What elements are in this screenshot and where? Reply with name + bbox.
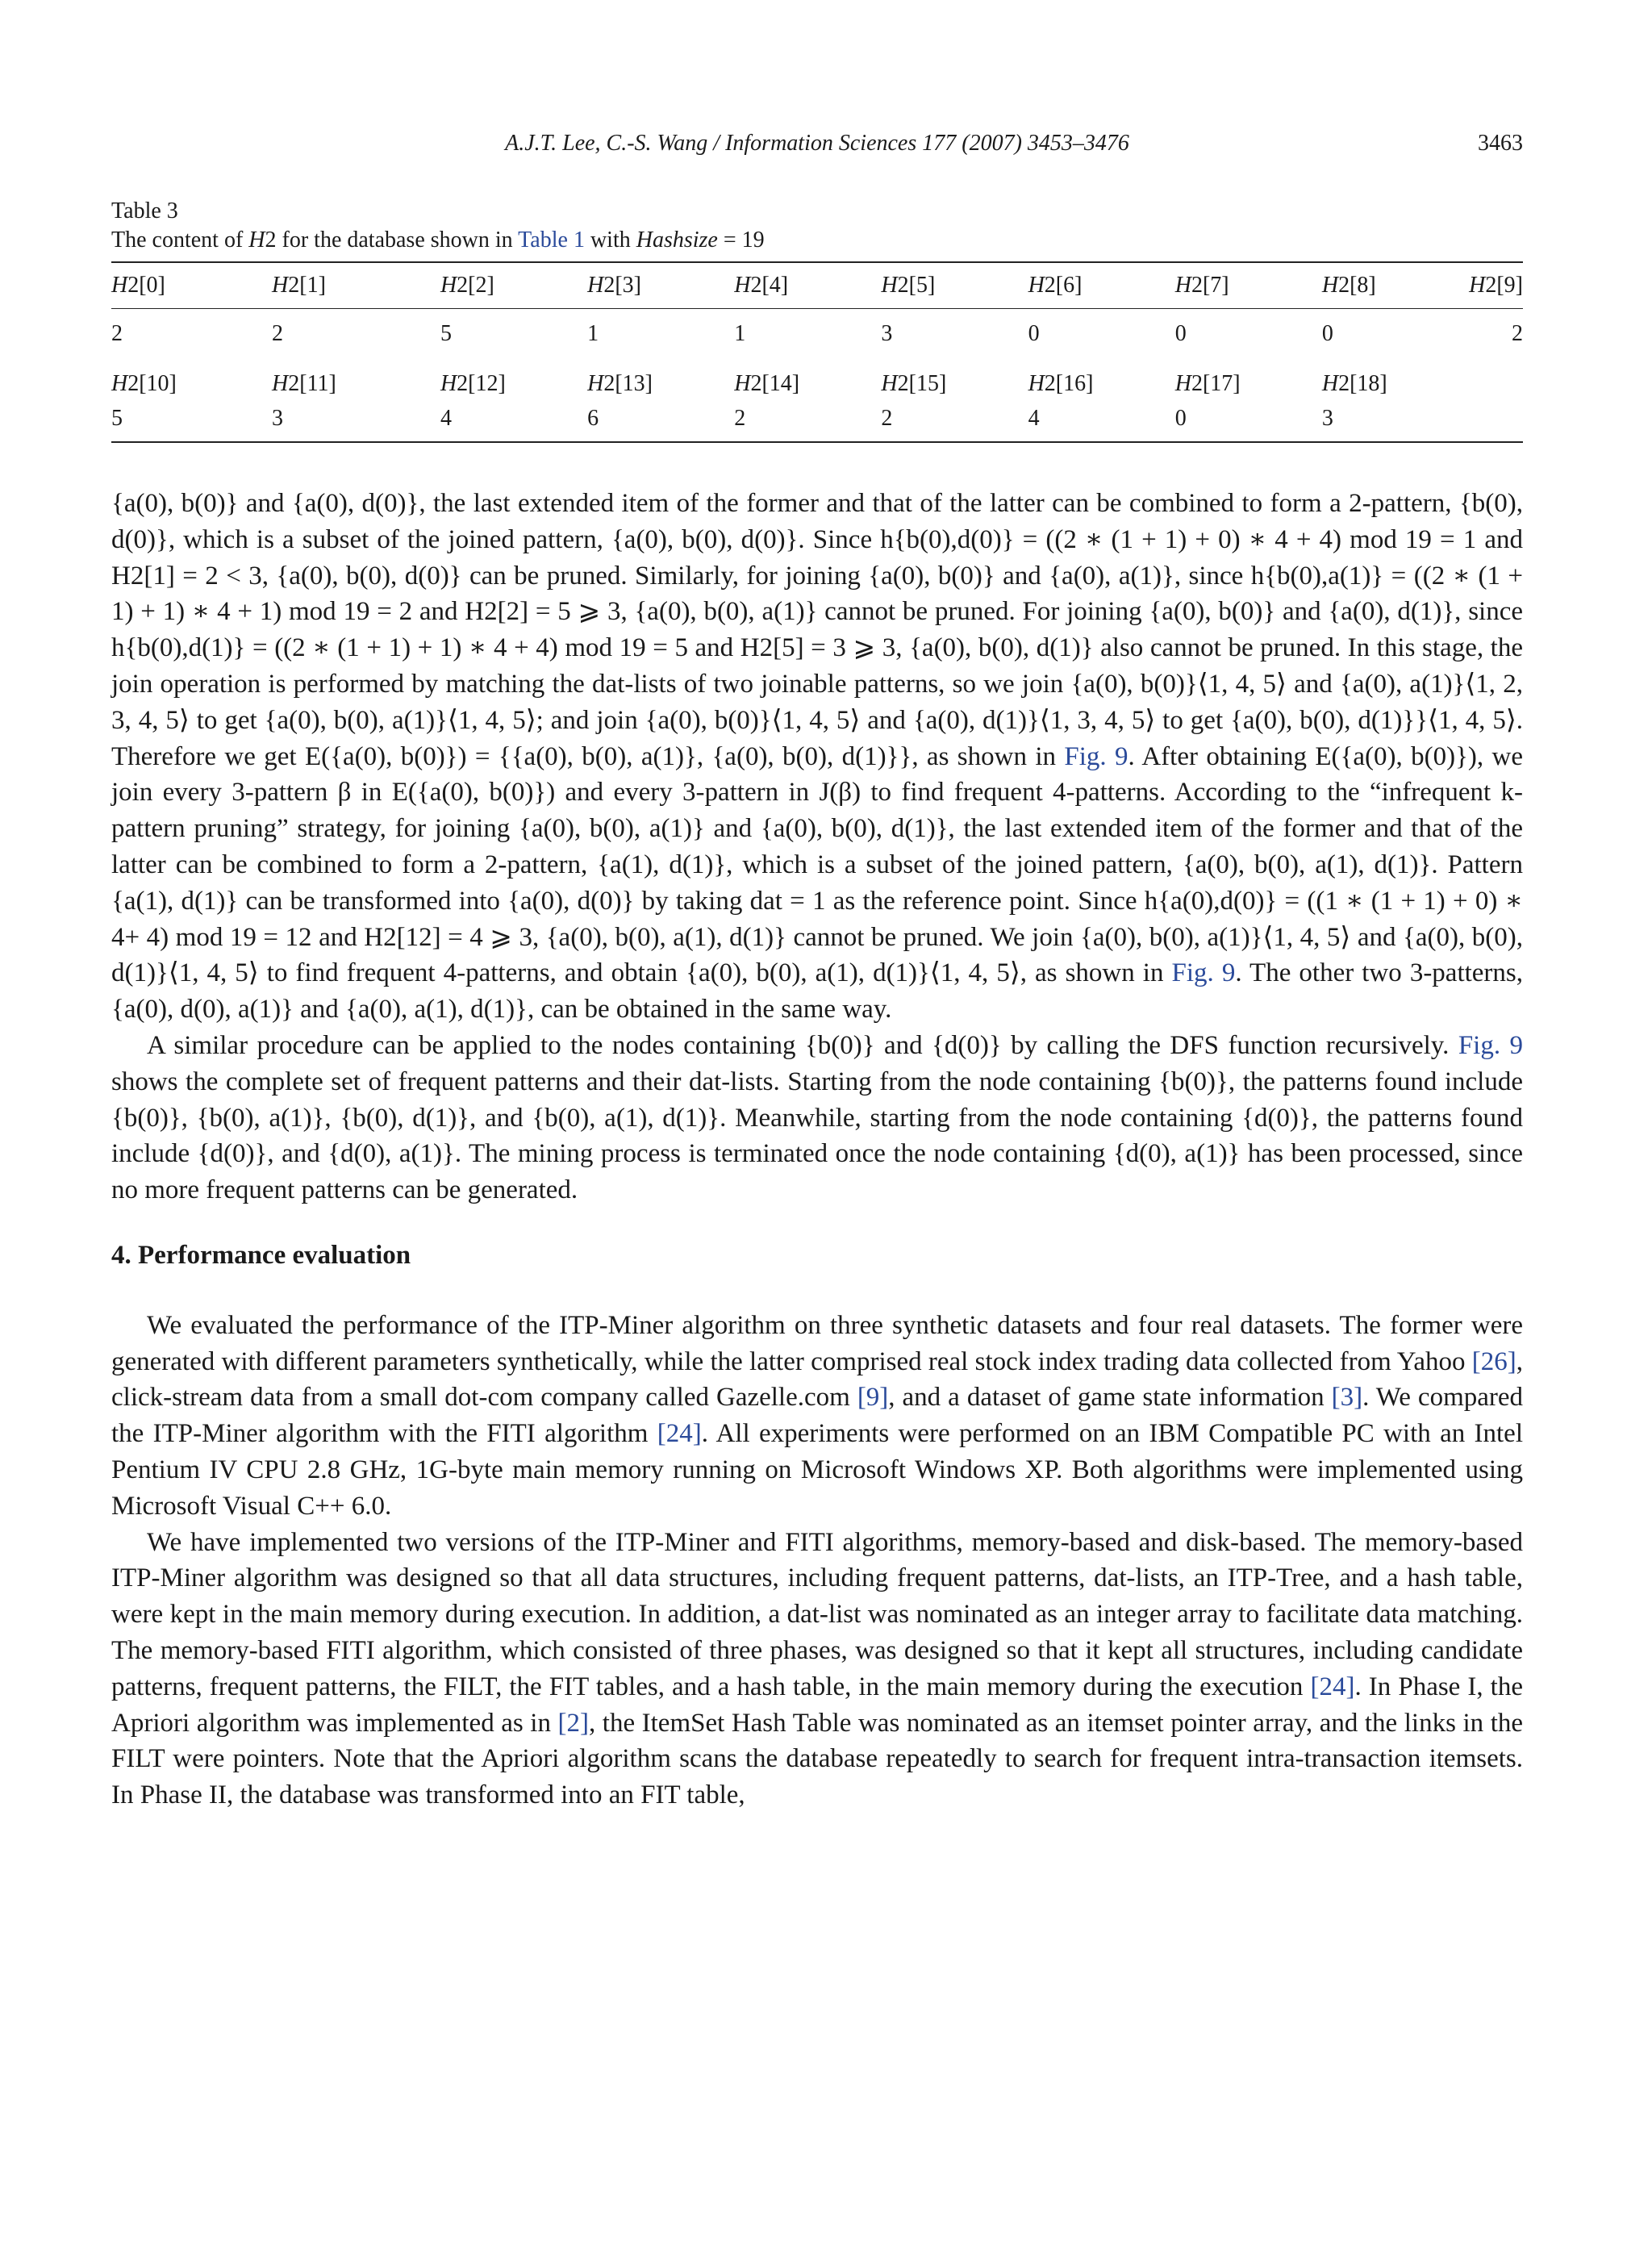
table-header-cell: H2[1] (272, 262, 440, 309)
table-header-cell: H2[8] (1322, 262, 1469, 309)
h2-table (111, 261, 1523, 443)
table-header-cell: H2[12] (440, 371, 506, 396)
table-header-cell: H2[18] (1321, 371, 1387, 396)
table-cell: 2 (111, 321, 123, 346)
table-cell: 2 (734, 401, 881, 442)
table-caption-text: The content of H2 for the database shown in Table 1 with Hashsize = 19 (111, 227, 765, 253)
table-header-cell: H2[3] (587, 262, 734, 309)
table-cell: 3 (881, 321, 893, 346)
table-header-cell: H2[5] (881, 262, 1028, 309)
paragraph: A similar procedure can be applied to the nodes containing {b(0)} and {d(0)} by calling the DFS function recursively. Fig. 9 shows the complete set of frequent patterns and their dat-lists. Starting from the node containing {b(0)}, the patterns found include {b(0)}, {b(0), a(1)}, {b(0), d(1)}, and {b(0), a(1), d(1)}. Meanwhile, starting from the node containing {d(0)}, the patterns found include {d(0)}, and {d(0), a(1)}. The mining process is terminated once the node containing {d(0), a(1)} has been processed, since no more frequent patterns can be generated. (111, 1030, 1523, 1205)
table-header-cell: H2[10] (111, 371, 177, 396)
table-cell: 3 (1322, 401, 1469, 442)
table-cell: 2 (272, 321, 284, 346)
table-cell: 0 (1321, 321, 1333, 346)
table-label: Table 3 (111, 198, 178, 223)
table-1-link[interactable]: Table 1 (518, 227, 585, 253)
table-header-cell: H2[2] (440, 262, 587, 309)
running-title: A.J.T. Lee, C.-S. Wang / Information Sciences 177 (2007) 3453–3476 (505, 131, 1129, 156)
table-cell: 5 (111, 401, 272, 442)
table-cell: 4 (1028, 401, 1175, 442)
fig-9-link[interactable]: Fig. 9 (1171, 958, 1236, 988)
table-header-cell: H2[13] (587, 371, 653, 396)
ref-24-link[interactable]: [24] (1310, 1672, 1355, 1701)
table-header-cell: H2[11] (272, 371, 336, 396)
table-header-row (111, 262, 1523, 309)
table-header-cell: H2[14] (734, 371, 800, 396)
table-row (111, 309, 1523, 360)
table-header-cell: H2[0] (111, 262, 272, 309)
ref-9-link[interactable]: [9] (857, 1383, 889, 1413)
ref-26-link[interactable]: [26] (1471, 1346, 1516, 1376)
table-header-cell (1469, 359, 1523, 401)
table-caption (111, 197, 1523, 255)
table-row (111, 401, 1523, 442)
table-cell (1469, 401, 1523, 442)
table-cell: 2 (1512, 321, 1523, 346)
table-header-cell: H2[16] (1028, 371, 1094, 396)
table-header-cell: H2[4] (734, 262, 881, 309)
body-text (111, 486, 1523, 1814)
table-cell: 6 (587, 401, 734, 442)
table-cell: 2 (881, 401, 1028, 442)
table-cell: 0 (1028, 321, 1040, 346)
table-cell: 1 (587, 321, 599, 346)
paragraph: We have implemented two versions of the ITP-Miner and FITI algorithms, memory-based and disk-based. The memory-based ITP-Miner algorithm was designed so that all data structures, including frequent patterns, dat-lists, an ITP-Tree, and a hash table, were kept in the main memory during execution. In addition, a dat-list was nominated as an integer array to facilitate data matching. The memory-based FITI algorithm, which consisted of three phases, was designed so that it kept all structures, including candidate patterns, frequent patterns, the FILT, the FIT tables, and a hash table, in the main memory during the execution [24]. In Phase I, the Apriori algorithm was implemented as in [2], the ItemSet Hash Table was nominated as an itemset pointer array, and the links in the FILT were pointers. Note that the Apriori algorithm scans the database repeatedly to search for frequent intra-transaction itemsets. In Phase II, the database was transformed into an FIT table, (111, 1527, 1524, 1810)
ref-2-link[interactable]: [2] (557, 1708, 589, 1738)
table-header-cell: H2[15] (881, 371, 947, 396)
ref-3-link[interactable]: [3] (1331, 1383, 1363, 1413)
paragraph: {a(0), b(0)} and {a(0), d(0)}, the last extended item of the former and that of the latter can be combined to form a 2-pattern, {b(0), d(0)}, which is a subset of the joined pattern, {a(0), b(0), d(0)}. Since h{b(0),d(0)} = ((2 ∗ (1 + 1) + 0) ∗ 4 + 4) mod 19 = 1 and H2[1] = 2 < 3, {a(0), b(0), d(0)} can be pruned. Similarly, for joining {a(0), b(0)} and {a(0), a(1)}, since h{b(0),a(1)} = ((2 ∗ (1 + 1) + 1) ∗ 4 + 1) mod 19 = 2 and H2[2] = 5 ⩾ 3, {a(0), b(0), a(1)} cannot be pruned. For joining {a(0), b(0)} and {a(0), d(1)}, since h{b(0),d(1)} = ((2 ∗ (1 + 1) + 1) ∗ 4 + 4) mod 19 = 5 and H2[5] = 3 ⩾ 3, {a(0), b(0), d(1)} also cannot be pruned. In this stage, the join operation is performed by matching the dat-lists of two joinable patterns, so we join {a(0), b(0)}⟨1, 4, 5⟩ and {a(0), a(1)}⟨1, 2, 3, 4, 5⟩ to get {a(0), b(0), a(1)}⟨1, 4, 5⟩; and join {a(0), b(0)}⟨1, 4, 5⟩ and {a(0), d(1)}⟨1, 3, 4, 5⟩ to get {a(0), b(0), d(1)}}⟨1, 4, 5⟩. Therefore we get E({a(0), b(0)}) = {{a(0), b(0), a(1)}, {a(0), b(0), d(1)}}, as shown in Fig. 9. After obtaining E({a(0), b(0)}), we join every 3-pattern β in E({a(0), b(0)}) and every 3-pattern in J(β) to find frequent 4-patterns. According to the “infrequent k-pattern pruning” strategy, for joining {a(0), b(0), a(1)} and {a(0), b(0), d(1)}, the last extended item of the former and that of the latter can be combined to form a 2-pattern, {a(1), d(1)}, which is a subset of the joined pattern, {a(0), b(0), a(1), d(1)}. Pattern {a(1), d(1)} can be transformed into {a(0), d(0)} by taking dat = 1 as the reference point. Since h{a(0),d(0)} = ((1 ∗ (1 + 1) + 0) ∗ 4+ 4) mod 19 = 12 and H2[12] = 4 ⩾ 3, {a(0), b(0), a(1), d(1)} cannot be pruned. We join {a(0), b(0), a(1)}⟨1, 4, 5⟩ and {a(0), b(0), d(1)}⟨1, 4, 5⟩ to find frequent 4-patterns, and obtain {a(0), b(0), a(1), d(1)}⟨1, 4, 5⟩, as shown in Fig. 9. The other two 3-patterns, {a(0), d(0), a(1)} and {a(0), a(1), d(1)}, can be obtained in the same way. (111, 489, 1524, 1025)
table-header-cell: H2[17] (1174, 371, 1241, 396)
table-cell: 0 (1174, 321, 1187, 346)
fig-9-link[interactable]: Fig. 9 (1458, 1030, 1523, 1060)
table-cell: 3 (272, 401, 440, 442)
table-row (111, 359, 1523, 401)
table-cell: 0 (1175, 401, 1322, 442)
table-cell: 4 (440, 401, 587, 442)
table-header-cell: H2[9] (1469, 262, 1523, 309)
table-cell: 5 (440, 321, 452, 346)
table-header-cell: H2[7] (1175, 262, 1322, 309)
section-heading: 4. Performance evaluation (111, 1240, 411, 1270)
table-cell: 1 (734, 321, 746, 346)
running-head (111, 131, 1523, 163)
page-number: 3463 (1478, 131, 1523, 156)
paragraph: We evaluated the performance of the ITP-Miner algorithm on three synthetic datasets and four real datasets. The former were generated with different parameters synthetically, while the latter comprised real stock index trading data collected from Yahoo [26], click-stream data from a small dot-com company called Gazelle.com [9], and a dataset of game state information [3]. We compared the ITP-Miner algorithm with the FITI algorithm [24]. All experiments were performed on an IBM Compatible PC with an Intel Pentium IV CPU 2.8 GHz, 1G-byte main memory running on Microsoft Windows XP. Both algorithms were implemented using Microsoft Visual C++ 6.0. (111, 1310, 1524, 1521)
ref-24-link[interactable]: [24] (657, 1419, 702, 1449)
fig-9-link[interactable]: Fig. 9 (1064, 741, 1128, 771)
table-header-cell: H2[6] (1028, 262, 1175, 309)
